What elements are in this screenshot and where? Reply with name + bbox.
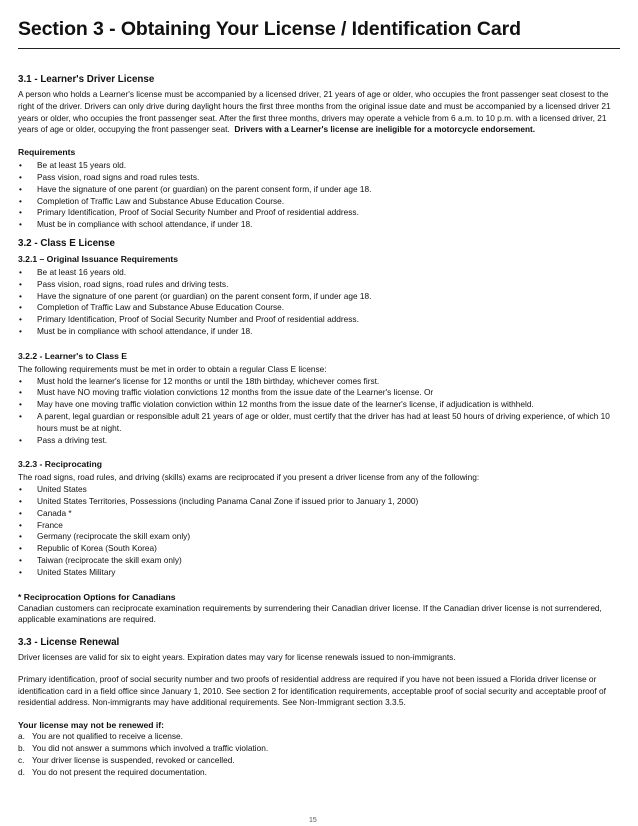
list-text: You do not present the required documentation. <box>32 766 207 777</box>
section-3-2-1-heading: 3.2.1 – Original Issuance Requirements <box>18 253 179 264</box>
list-item: • Must hold the learner's license for 12 months or until the 18th birthday, whichever comes first. <box>18 376 624 388</box>
list-item: • Have the signature of one parent (or guardian) on the parent consent form, if under age 18. <box>18 184 624 196</box>
section-3-1-paragraph <box>18 89 624 136</box>
list-item: • Be at least 16 years old. <box>18 267 624 279</box>
section-3-2-2-intro: The following requirements must be met in order to obtain a regular Class E license: <box>18 363 327 374</box>
list-item <box>18 767 624 779</box>
reciprocation-canadians-heading: * Reciprocation Options for Canadians <box>18 591 176 602</box>
learners-to-class-e-list <box>18 376 624 447</box>
section-3-2-3-intro: The road signs, road rules, and driving (skills) exams are reciprocated if you present a driver license from any of the following: <box>18 472 480 483</box>
list-item: • Be at least 15 years old. <box>18 160 624 172</box>
list-item: • Canada * <box>18 508 624 520</box>
page-title: Section 3 - Obtaining Your License / Identification Card <box>18 18 521 40</box>
not-renewed-list <box>18 731 624 778</box>
list-item: • Have the signature of one parent (or guardian) on the parent consent form, if under age 18. <box>18 291 624 303</box>
list-item: • Must be in compliance with school attendance, if under 18. <box>18 326 624 338</box>
list-item: • United States Territories, Possessions (including Panama Canal Zone if issued prior to January 1, 2000) <box>18 496 624 508</box>
list-letter: c. <box>18 754 25 765</box>
renewal-paragraph-2: Primary identification, proof of social security number and two proofs of residential address are required if you have not been issued a Florida driver license or identification card in a field office since January 1, 2010. See section 2 for identification requirements, acceptable proof of social security and acceptable proof of residential address. Non-immigrants may have additional requirements. See Non-Immigrant section 3.3.5. <box>18 673 606 708</box>
list-text: You are not qualified to receive a license. <box>32 731 183 742</box>
list-item: • Taiwan (reciprocate the skill exam only) <box>18 555 624 567</box>
section-3-1-heading: 3.1 - Learner's Driver License <box>18 74 155 85</box>
list-item: • Primary Identification, Proof of Social Security Number and Proof of residential address. <box>18 314 624 326</box>
list-item: • Pass vision, road signs, road rules and driving tests. <box>18 279 624 291</box>
list-item: • United States Military <box>18 567 624 579</box>
list-letter: b. <box>18 743 25 754</box>
list-letter: d. <box>18 766 25 777</box>
reciprocating-list <box>18 484 624 578</box>
list-item: • Must have NO moving traffic violation convictions 12 months from the issue date of the Learner's license. Or <box>18 387 624 399</box>
section-3-1-text: A person who holds a Learner's license must be accompanied by a licensed driver, 21 years of age or older, who occupies the front passenger seat closest to the right of the driver. Drivers can only drive during daylight hours the first three months from the original issue date and must be accompanied by a licensed driver 21 years or older, who occupies the front passenger seat. After the first three months, drivers may operate a vehicle from 6 a.m. to 10 p.m. with a licensed driver, 21 years of age or older, occupying the front passenger seat. <box>18 89 611 135</box>
list-item: • May have one moving traffic violation conviction within 12 months from the issue date of the learner's license, if adjudication is withheld. <box>18 399 624 411</box>
section-3-2-3-heading: 3.2.3 - Reciprocating <box>18 459 103 470</box>
list-item: • Completion of Traffic Law and Substance Abuse Education Course. <box>18 302 624 314</box>
list-item: • Pass a driving test. <box>18 435 624 447</box>
page-number: 15 <box>309 817 317 824</box>
list-item: • Republic of Korea (South Korea) <box>18 543 624 555</box>
list-item <box>18 743 624 755</box>
list-item: • Pass vision, road signs and road rules tests. <box>18 172 624 184</box>
list-letter: a. <box>18 731 25 742</box>
list-item <box>18 755 624 767</box>
requirements-list <box>18 160 624 231</box>
section-3-2-heading: 3.2 - Class E License <box>18 237 115 249</box>
list-text: You did not answer a summons which involved a traffic violation. <box>32 743 269 754</box>
list-item: • Germany (reciprocate the skill exam only) <box>18 531 624 543</box>
list-item: • Completion of Traffic Law and Substance Abuse Education Course. <box>18 196 624 208</box>
section-3-1-bold-text: Drivers with a Learner's license are ineligible for a motorcycle endorsement. <box>234 124 536 135</box>
list-item: • Must be in compliance with school attendance, if under 18. <box>18 219 624 231</box>
section-3-2-2-heading: 3.2.2 - Learner's to Class E <box>18 350 128 361</box>
reciprocation-canadians-text: Canadian customers can reciprocate examination requirements by surrendering their Canadian driver license. If the Canadian driver license is not surrendered, applicable examinations are required. <box>18 602 602 625</box>
list-text: Your driver license is suspended, revoked or cancelled. <box>32 754 235 765</box>
requirements-heading: Requirements <box>18 147 76 158</box>
list-item <box>18 731 624 743</box>
title-divider <box>18 48 620 49</box>
section-3-3-heading: 3.3 - License Renewal <box>18 637 120 649</box>
list-item: • Primary Identification, Proof of Social Security Number and Proof of residential address. <box>18 207 624 219</box>
original-issuance-list <box>18 267 624 338</box>
list-item: • United States <box>18 484 624 496</box>
not-renewed-heading: Your license may not be renewed if: <box>18 720 164 731</box>
list-item: • A parent, legal guardian or responsible adult 21 years of age or older, must certify that the driver has had at least 50 hours of driving experience, of which 10 hours must be at night. <box>18 411 624 435</box>
list-item: • France <box>18 520 624 532</box>
renewal-paragraph-1: Driver licenses are valid for six to eight years. Expiration dates may vary for license renewals issued to non-immigrants. <box>18 652 456 663</box>
document-body <box>18 73 624 778</box>
